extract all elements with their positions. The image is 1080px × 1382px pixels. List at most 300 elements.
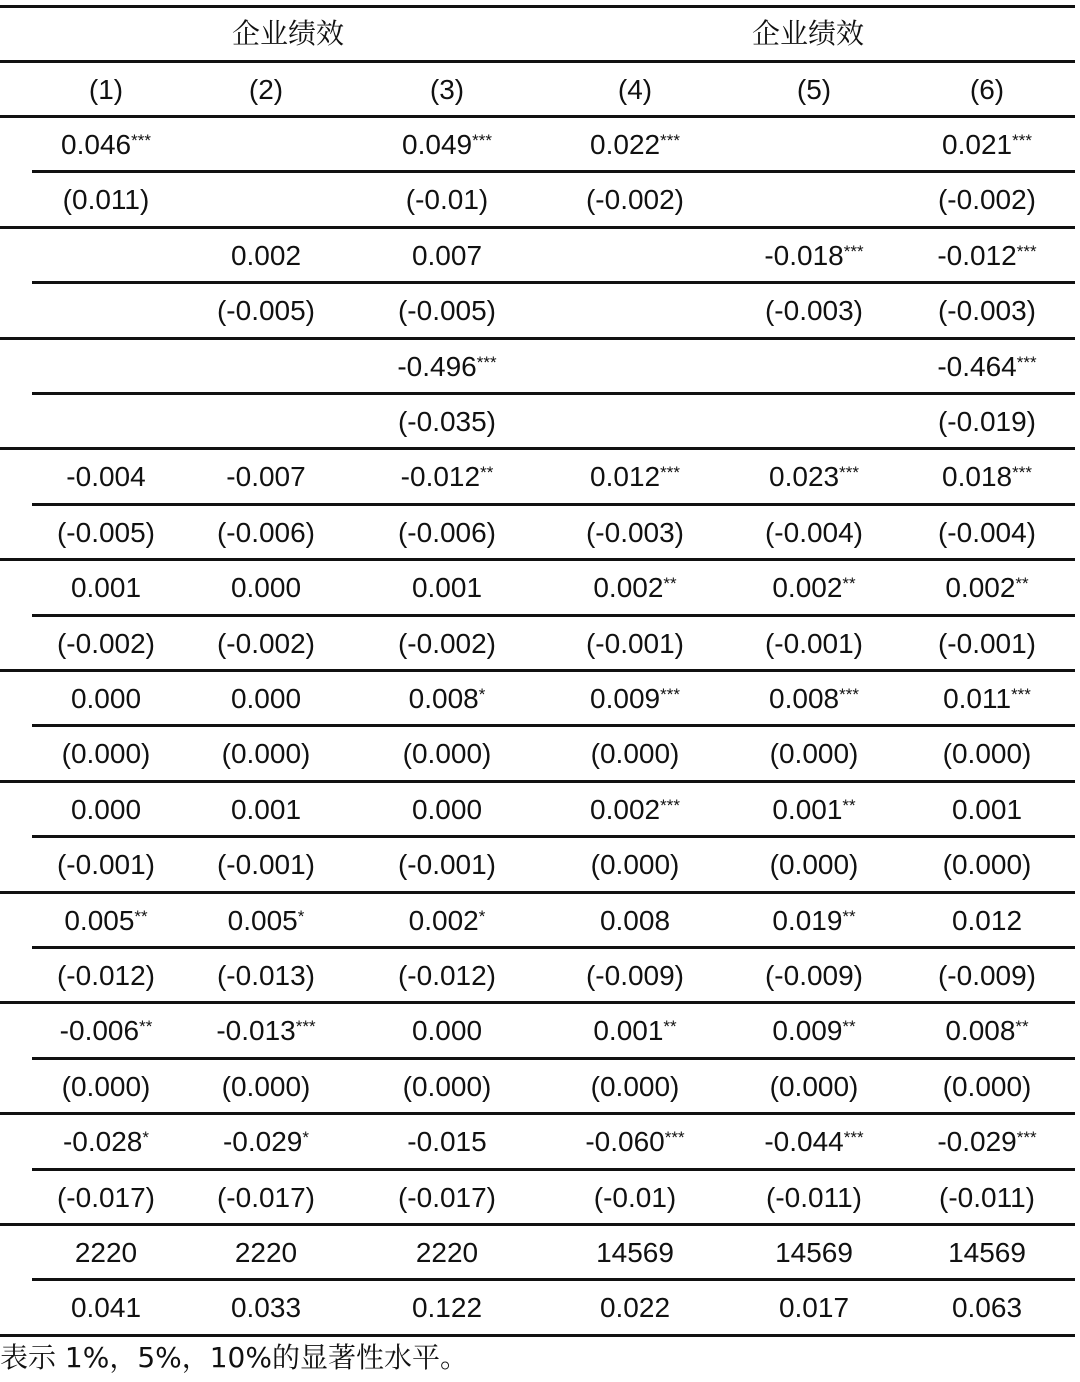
column-header: (2)	[248, 74, 284, 105]
table-cell	[550, 893, 720, 948]
table-cell	[21, 837, 191, 892]
significance-stars: ***	[660, 795, 680, 815]
table-row	[0, 893, 1080, 948]
cell-value: 0.041	[70, 1292, 142, 1324]
cell-value: (-0.002)	[397, 627, 497, 659]
table-cell	[21, 948, 191, 1003]
cell-value: (-0.005)	[397, 295, 497, 327]
table-rule	[32, 724, 1075, 727]
cell-value: (0.000)	[769, 849, 859, 881]
cell-value: (0.000)	[61, 1070, 151, 1102]
significance-stars: **	[663, 1017, 677, 1037]
table-row	[0, 117, 1080, 172]
table-cell	[550, 837, 720, 892]
table-cell	[362, 394, 532, 449]
table-cell	[550, 1170, 720, 1225]
cell-value: -0.007	[226, 461, 306, 493]
significance-stars: ***	[843, 241, 864, 261]
cell-value: 0.049	[402, 129, 473, 160]
table-cell	[21, 1170, 191, 1225]
table-cell	[729, 948, 899, 1003]
table-cell	[550, 394, 720, 449]
significance-stars: ***	[660, 463, 680, 483]
cell-value: 0.002	[772, 572, 843, 604]
table-cell	[181, 283, 351, 338]
table-row	[0, 1059, 1080, 1114]
cell-value: (0.000)	[590, 1070, 680, 1102]
cell-value: (-0.002)	[216, 627, 316, 659]
table-row	[0, 339, 1080, 394]
significance-note: 表示 1%，5%，10%的显著性水平。	[0, 1341, 468, 1374]
table-cell	[181, 1059, 351, 1114]
table-cell	[902, 1003, 1072, 1058]
cell-value: 0.018	[942, 461, 1013, 493]
table-cell	[550, 671, 720, 726]
cell-value: (-0.004)	[937, 516, 1037, 548]
table-cell	[902, 948, 1072, 1003]
cell-value: (-0.005)	[56, 516, 156, 548]
table-cell	[181, 837, 351, 892]
cell-value: (-0.019)	[937, 406, 1037, 437]
cell-value: 0.022	[590, 129, 661, 160]
table-cell	[181, 505, 351, 560]
cell-value: (-0.001)	[216, 849, 316, 881]
table-row	[0, 948, 1080, 1003]
table-cell	[550, 1059, 720, 1114]
cell-value: -0.029	[937, 1126, 1017, 1158]
significance-stars: ***	[295, 1017, 316, 1037]
cell-value: -0.015	[407, 1126, 487, 1158]
table-cell	[362, 1114, 532, 1169]
table-cell	[181, 449, 351, 504]
cell-value: -0.464	[937, 350, 1017, 382]
table-cell	[729, 394, 899, 449]
cell-value: (-0.002)	[56, 627, 156, 659]
cell-value: 14569	[775, 1237, 853, 1268]
cell-value: 0.023	[769, 461, 840, 493]
cell-value: (0.000)	[590, 738, 680, 770]
table-cell	[550, 1280, 720, 1335]
cell-value: 0.019	[772, 904, 843, 936]
cell-value: (0.000)	[402, 738, 492, 770]
significance-stars: **	[842, 906, 856, 926]
cell-value: 0.002	[945, 572, 1016, 604]
cell-value: (-0.01)	[405, 184, 489, 216]
table-cell	[21, 616, 191, 671]
table-rule	[0, 780, 1075, 783]
table-cell	[362, 228, 532, 283]
cell-value: 0.008	[945, 1015, 1016, 1047]
cell-value: (-0.001)	[397, 849, 497, 881]
significance-stars: ***	[839, 463, 859, 483]
table-cell	[181, 671, 351, 726]
cell-value: (-0.017)	[397, 1181, 497, 1213]
table-cell	[362, 283, 532, 338]
table-cell	[21, 671, 191, 726]
cell-value: (-0.017)	[56, 1181, 156, 1213]
table-row	[0, 172, 1080, 227]
table-cell	[729, 1003, 899, 1058]
table-cell	[21, 560, 191, 615]
cell-value: (0.000)	[942, 849, 1032, 881]
cell-value: 0.001	[230, 793, 302, 825]
table-cell	[21, 505, 191, 560]
table-row	[0, 1114, 1080, 1169]
significance-stars: **	[842, 574, 856, 594]
cell-value: 0.001	[411, 572, 483, 604]
group-header-1: 企业绩效	[231, 17, 344, 50]
cell-value: (-0.005)	[216, 295, 316, 327]
table-cell	[21, 394, 191, 449]
significance-stars: ***	[1016, 352, 1037, 372]
cell-value: 0.063	[951, 1292, 1023, 1324]
table-cell	[729, 1059, 899, 1114]
column-header: (4)	[617, 74, 653, 105]
table-row	[0, 726, 1080, 781]
cell-value: 0.008	[769, 683, 840, 714]
cell-value: 0.002	[230, 239, 302, 271]
table-rule	[32, 503, 1075, 506]
table-cell	[550, 782, 720, 837]
table-cell	[181, 560, 351, 615]
table-cell	[902, 339, 1072, 394]
cell-value: 0.012	[951, 904, 1023, 936]
table-row	[0, 616, 1080, 671]
table-cell	[362, 948, 532, 1003]
significance-stars: ***	[660, 685, 680, 704]
column-header: (3)	[429, 74, 465, 105]
cell-value: (-0.004)	[764, 516, 864, 548]
cell-value: (-0.012)	[397, 960, 497, 991]
table-cell	[550, 339, 720, 394]
table-cell	[21, 726, 191, 781]
table-rule	[32, 614, 1075, 617]
cell-value: 0.007	[411, 239, 483, 271]
table-cell	[181, 726, 351, 781]
column-header: (6)	[969, 74, 1005, 105]
cell-value: (-0.011)	[939, 1181, 1035, 1213]
table-cell	[21, 172, 191, 227]
table-cell	[902, 1059, 1072, 1114]
cell-value: 0.001	[772, 793, 843, 825]
table-cell	[362, 560, 532, 615]
cell-value: (-0.009)	[585, 960, 685, 991]
table-rule	[0, 891, 1075, 894]
cell-value: 0.000	[411, 793, 483, 825]
cell-value: 0.000	[230, 683, 302, 714]
table-cell	[902, 837, 1072, 892]
table-cell	[181, 339, 351, 394]
table-cell	[362, 1059, 532, 1114]
cell-value: 0.008	[599, 904, 671, 936]
table-rule	[32, 835, 1075, 838]
cell-value: (-0.002)	[585, 184, 685, 216]
cell-value: (0.000)	[402, 1070, 492, 1102]
table-cell	[362, 1280, 532, 1335]
table-cell	[902, 172, 1072, 227]
significance-stars: ***	[1011, 685, 1031, 704]
cell-value: 0.000	[230, 572, 302, 604]
table-cell	[21, 449, 191, 504]
table-cell	[181, 1114, 351, 1169]
table-cell	[729, 283, 899, 338]
table-cell	[550, 172, 720, 227]
table-cell	[550, 117, 720, 172]
table-row	[0, 228, 1080, 283]
table-cell	[550, 1225, 720, 1280]
table-cell	[362, 837, 532, 892]
cell-value: 2220	[234, 1237, 298, 1268]
cell-value: (-0.001)	[585, 627, 685, 659]
cell-value: 2220	[415, 1237, 479, 1268]
table-rule	[32, 281, 1075, 284]
table-cell	[362, 505, 532, 560]
table-cell	[21, 1280, 191, 1335]
table-rule	[32, 1057, 1075, 1060]
table-cell	[550, 449, 720, 504]
cell-value: (-0.013)	[216, 960, 316, 991]
cell-value: -0.012	[400, 461, 481, 493]
table-cell	[362, 1003, 532, 1058]
cell-value: 0.000	[70, 683, 142, 714]
table-rule	[0, 1223, 1075, 1226]
table-rule	[32, 392, 1075, 395]
table-rule	[0, 447, 1075, 450]
cell-value: 0.022	[599, 1292, 671, 1324]
table-cell	[729, 1280, 899, 1335]
significance-stars: ***	[1016, 1128, 1037, 1148]
significance-stars: *	[478, 906, 486, 926]
table-cell	[21, 893, 191, 948]
cell-value: -0.496	[397, 350, 477, 382]
table-rule	[0, 5, 1075, 8]
cell-value: 0.002	[593, 572, 664, 604]
table-cell	[729, 782, 899, 837]
significance-stars: ***	[843, 1128, 864, 1148]
table-cell	[362, 671, 532, 726]
cell-value: -0.018	[764, 239, 844, 271]
table-cell	[729, 893, 899, 948]
table-row	[0, 1280, 1080, 1335]
significance-stars: ***	[839, 685, 859, 704]
table-cell	[21, 339, 191, 394]
table-rule	[0, 669, 1075, 672]
cell-value: 0.000	[70, 793, 142, 825]
cell-value: 0.001	[951, 793, 1023, 825]
cell-value: -0.012	[937, 239, 1017, 271]
cell-value: 0.033	[230, 1292, 302, 1324]
table-cell	[550, 1003, 720, 1058]
cell-value: (0.000)	[221, 738, 311, 770]
significance-stars: **	[663, 574, 677, 594]
table-cell	[729, 560, 899, 615]
table-rule	[0, 1334, 1075, 1337]
cell-value: (-0.01)	[593, 1181, 677, 1213]
significance-stars: **	[842, 1017, 856, 1037]
table-cell	[729, 671, 899, 726]
table-cell	[181, 1225, 351, 1280]
cell-value: (0.000)	[942, 1070, 1032, 1102]
table-cell	[902, 449, 1072, 504]
table-cell	[21, 228, 191, 283]
table-cell	[550, 616, 720, 671]
table-row	[0, 1170, 1080, 1225]
group-header-2: 企业绩效	[751, 17, 864, 50]
table-cell	[902, 505, 1072, 560]
table-cell	[902, 1114, 1072, 1169]
significance-stars: *	[297, 906, 305, 926]
cell-value: 2220	[74, 1237, 138, 1268]
table-cell	[902, 228, 1072, 283]
table-cell	[181, 172, 351, 227]
table-rule	[32, 946, 1075, 949]
cell-value: (-0.006)	[397, 516, 497, 548]
cell-value: (-0.002)	[937, 184, 1037, 216]
significance-stars: ***	[1016, 241, 1037, 261]
significance-stars: **	[480, 463, 494, 483]
cell-value: (0.000)	[942, 738, 1032, 770]
table-cell	[181, 228, 351, 283]
table-rule	[32, 1168, 1075, 1171]
cell-value: 14569	[596, 1237, 674, 1268]
cell-value: 0.012	[590, 461, 661, 493]
table-cell	[21, 283, 191, 338]
cell-value: (-0.009)	[937, 960, 1037, 991]
table-cell	[21, 1059, 191, 1114]
significance-stars: **	[134, 906, 148, 926]
cell-value: (0.000)	[590, 849, 680, 881]
table-cell	[362, 339, 532, 394]
table-cell	[362, 449, 532, 504]
table-cell	[902, 1225, 1072, 1280]
cell-value: 14569	[948, 1237, 1026, 1268]
cell-value: (-0.011)	[766, 1181, 862, 1213]
table-cell	[181, 616, 351, 671]
cell-value: 0.002	[590, 793, 661, 825]
cell-value: (0.000)	[769, 1070, 859, 1102]
table-cell	[21, 1003, 191, 1058]
cell-value: 0.046	[61, 129, 132, 160]
table-cell	[729, 172, 899, 227]
cell-value: (-0.003)	[585, 516, 685, 548]
table-cell	[181, 1003, 351, 1058]
column-header: (1)	[88, 74, 124, 105]
table-cell	[902, 394, 1072, 449]
table-cell	[729, 1225, 899, 1280]
table-rule	[0, 226, 1075, 229]
cell-value: 0.017	[778, 1292, 850, 1324]
table-rule	[0, 115, 1075, 118]
significance-stars: **	[1015, 574, 1029, 594]
table-cell	[181, 394, 351, 449]
table-rule	[0, 1112, 1075, 1115]
table-cell	[902, 117, 1072, 172]
table-cell	[902, 283, 1072, 338]
cell-value: (-0.009)	[764, 960, 864, 991]
table-cell	[550, 948, 720, 1003]
cell-value: (-0.012)	[56, 960, 156, 991]
table-row	[0, 837, 1080, 892]
table-cell	[902, 616, 1072, 671]
table-cell	[902, 560, 1072, 615]
table-cell	[902, 1280, 1072, 1335]
cell-value: 0.002	[408, 904, 479, 936]
table-cell	[362, 1225, 532, 1280]
table-cell	[181, 782, 351, 837]
significance-stars: **	[842, 795, 856, 815]
significance-stars: ***	[1012, 131, 1032, 150]
table-row	[0, 449, 1080, 504]
significance-stars: *	[142, 1128, 150, 1148]
table-cell	[902, 893, 1072, 948]
significance-stars: *	[478, 685, 486, 704]
cell-value: 0.008	[408, 683, 479, 714]
table-cell	[362, 782, 532, 837]
table-cell	[21, 1225, 191, 1280]
table-row	[0, 671, 1080, 726]
cell-value: 0.001	[70, 572, 142, 604]
table-cell	[729, 837, 899, 892]
cell-value: (-0.017)	[216, 1181, 316, 1213]
table-cell	[550, 1114, 720, 1169]
table-cell	[181, 1170, 351, 1225]
cell-value: (-0.001)	[56, 849, 156, 881]
table-row	[0, 1225, 1080, 1280]
cell-value: -0.044	[764, 1126, 844, 1158]
table-cell	[362, 1170, 532, 1225]
table-cell	[729, 505, 899, 560]
table-cell	[902, 782, 1072, 837]
table-cell	[729, 616, 899, 671]
table-cell	[181, 117, 351, 172]
significance-stars: ***	[476, 352, 497, 372]
table-cell	[729, 449, 899, 504]
column-header: (5)	[796, 74, 832, 105]
cell-value: (-0.035)	[397, 406, 497, 437]
table-cell	[550, 726, 720, 781]
table-cell	[729, 1170, 899, 1225]
table-row	[0, 1003, 1080, 1058]
table-cell	[362, 172, 532, 227]
cell-value: (-0.003)	[937, 295, 1037, 327]
cell-value: (0.000)	[61, 738, 151, 770]
cell-value: 0.005	[227, 904, 298, 936]
table-cell	[729, 339, 899, 394]
table-row	[0, 505, 1080, 560]
table-cell	[902, 726, 1072, 781]
cell-value: -0.004	[66, 461, 146, 493]
table-cell	[181, 1280, 351, 1335]
table-rule	[32, 1278, 1075, 1281]
cell-value: (0.000)	[769, 738, 859, 770]
table-cell	[729, 117, 899, 172]
significance-stars: ***	[472, 131, 492, 150]
table-rule	[0, 60, 1075, 63]
table-cell	[362, 893, 532, 948]
significance-stars: *	[302, 1128, 310, 1148]
column-header-row	[0, 62, 1080, 117]
cell-value: -0.029	[222, 1126, 303, 1158]
cell-value: 0.009	[590, 683, 661, 714]
table-cell	[362, 726, 532, 781]
cell-value: -0.013	[216, 1015, 296, 1047]
table-cell	[902, 671, 1072, 726]
table-cell	[21, 117, 191, 172]
cell-value: 0.005	[64, 904, 135, 936]
table-row	[0, 394, 1080, 449]
cell-value: 0.001	[593, 1015, 664, 1047]
table-cell	[729, 1114, 899, 1169]
